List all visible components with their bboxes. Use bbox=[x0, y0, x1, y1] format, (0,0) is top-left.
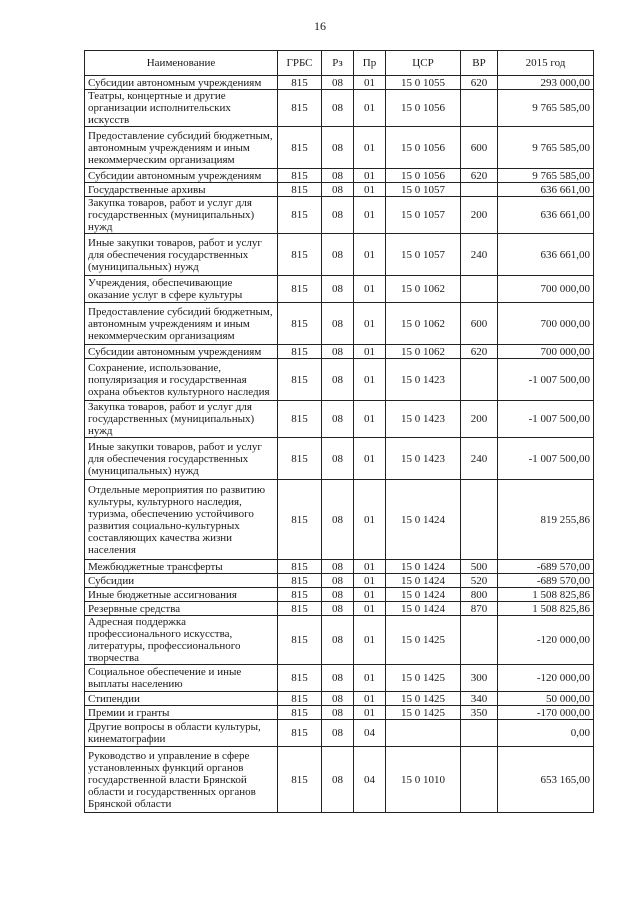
table-row bbox=[85, 480, 594, 560]
cell-rz: 08 bbox=[322, 706, 354, 720]
cell-name: Стипендии bbox=[85, 692, 278, 706]
cell-name: Иные закупки товаров, работ и услуг для обеспечения государственных (муниципальных) нужд bbox=[85, 438, 278, 480]
table-row bbox=[85, 692, 594, 706]
table-row bbox=[85, 127, 594, 169]
cell-pr: 01 bbox=[354, 169, 386, 183]
cell-vr: 620 bbox=[461, 169, 498, 183]
table-row bbox=[85, 616, 594, 665]
table-row bbox=[85, 359, 594, 401]
cell-rz: 08 bbox=[322, 720, 354, 747]
cell-name: Другие вопросы в области культуры, кинематографии bbox=[85, 720, 278, 747]
cell-csr: 15 0 1425 bbox=[386, 616, 461, 665]
cell-rz: 08 bbox=[322, 197, 354, 234]
cell-name: Субсидии автономным учреждениям bbox=[85, 345, 278, 359]
cell-amount: -120 000,00 bbox=[498, 665, 594, 692]
table-row bbox=[85, 90, 594, 127]
cell-pr: 04 bbox=[354, 747, 386, 813]
cell-grbs: 815 bbox=[278, 574, 322, 588]
cell-grbs: 815 bbox=[278, 303, 322, 345]
cell-pr: 01 bbox=[354, 480, 386, 560]
table-row bbox=[85, 76, 594, 90]
table-row bbox=[85, 574, 594, 588]
cell-csr: 15 0 1425 bbox=[386, 706, 461, 720]
cell-pr: 01 bbox=[354, 303, 386, 345]
cell-pr: 01 bbox=[354, 692, 386, 706]
table-row bbox=[85, 588, 594, 602]
cell-grbs: 815 bbox=[278, 197, 322, 234]
cell-csr: 15 0 1423 bbox=[386, 401, 461, 438]
cell-rz: 08 bbox=[322, 234, 354, 276]
cell-name: Учреждения, обеспечивающие оказание услуг в сфере культуры bbox=[85, 276, 278, 303]
table-row bbox=[85, 234, 594, 276]
cell-pr: 01 bbox=[354, 616, 386, 665]
cell-pr: 01 bbox=[354, 76, 386, 90]
cell-amount: 636 661,00 bbox=[498, 183, 594, 197]
table-row bbox=[85, 706, 594, 720]
cell-vr bbox=[461, 480, 498, 560]
table-row bbox=[85, 438, 594, 480]
cell-name: Руководство и управление в сфере установленных функций органов государственной власти Брянской области и государственных органов Брянской области bbox=[85, 747, 278, 813]
cell-pr: 01 bbox=[354, 197, 386, 234]
cell-csr: 15 0 1425 bbox=[386, 665, 461, 692]
cell-pr: 01 bbox=[354, 183, 386, 197]
cell-pr: 01 bbox=[354, 665, 386, 692]
cell-pr: 01 bbox=[354, 438, 386, 480]
cell-pr: 01 bbox=[354, 359, 386, 401]
cell-vr: 240 bbox=[461, 438, 498, 480]
table-row bbox=[85, 747, 594, 813]
cell-pr: 01 bbox=[354, 574, 386, 588]
cell-amount: 819 255,86 bbox=[498, 480, 594, 560]
cell-rz: 08 bbox=[322, 169, 354, 183]
cell-csr: 15 0 1055 bbox=[386, 76, 461, 90]
cell-vr bbox=[461, 90, 498, 127]
cell-vr bbox=[461, 276, 498, 303]
cell-vr: 600 bbox=[461, 303, 498, 345]
cell-vr: 870 bbox=[461, 602, 498, 616]
cell-name: Социальное обеспечение и иные выплаты населению bbox=[85, 665, 278, 692]
cell-vr: 500 bbox=[461, 560, 498, 574]
cell-vr: 300 bbox=[461, 665, 498, 692]
header-vr: ВР bbox=[461, 51, 498, 76]
cell-pr: 01 bbox=[354, 127, 386, 169]
cell-vr bbox=[461, 720, 498, 747]
cell-rz: 08 bbox=[322, 665, 354, 692]
table-row bbox=[85, 197, 594, 234]
cell-amount: 9 765 585,00 bbox=[498, 90, 594, 127]
cell-vr: 200 bbox=[461, 401, 498, 438]
cell-grbs: 815 bbox=[278, 345, 322, 359]
cell-amount: 1 508 825,86 bbox=[498, 602, 594, 616]
header-name: Наименование bbox=[85, 51, 278, 76]
cell-grbs: 815 bbox=[278, 560, 322, 574]
cell-amount: 293 000,00 bbox=[498, 76, 594, 90]
cell-vr: 340 bbox=[461, 692, 498, 706]
cell-vr: 620 bbox=[461, 76, 498, 90]
cell-rz: 08 bbox=[322, 480, 354, 560]
header-amount: 2015 год bbox=[498, 51, 594, 76]
cell-csr: 15 0 1425 bbox=[386, 692, 461, 706]
budget-table bbox=[84, 50, 594, 813]
cell-name: Государственные архивы bbox=[85, 183, 278, 197]
cell-grbs: 815 bbox=[278, 127, 322, 169]
cell-name: Адресная поддержка профессионального искусства, литературы, профессионального творчества bbox=[85, 616, 278, 665]
cell-grbs: 815 bbox=[278, 90, 322, 127]
cell-amount: -1 007 500,00 bbox=[498, 401, 594, 438]
cell-name: Субсидии автономным учреждениям bbox=[85, 169, 278, 183]
cell-csr: 15 0 1056 bbox=[386, 127, 461, 169]
cell-grbs: 815 bbox=[278, 359, 322, 401]
cell-name: Межбюджетные трансферты bbox=[85, 560, 278, 574]
cell-vr: 800 bbox=[461, 588, 498, 602]
cell-vr bbox=[461, 616, 498, 665]
cell-vr bbox=[461, 747, 498, 813]
cell-grbs: 815 bbox=[278, 169, 322, 183]
cell-amount: 1 508 825,86 bbox=[498, 588, 594, 602]
cell-csr: 15 0 1056 bbox=[386, 90, 461, 127]
cell-name: Предоставление субсидий бюджетным, автономным учреждениям и иным некоммерческим организациям bbox=[85, 303, 278, 345]
cell-rz: 08 bbox=[322, 276, 354, 303]
cell-name: Субсидии автономным учреждениям bbox=[85, 76, 278, 90]
cell-name: Закупка товаров, работ и услуг для государственных (муниципальных) нужд bbox=[85, 401, 278, 438]
cell-amount: 700 000,00 bbox=[498, 345, 594, 359]
table-row bbox=[85, 169, 594, 183]
cell-csr: 15 0 1423 bbox=[386, 359, 461, 401]
cell-pr: 01 bbox=[354, 602, 386, 616]
cell-csr: 15 0 1424 bbox=[386, 480, 461, 560]
cell-csr: 15 0 1423 bbox=[386, 438, 461, 480]
cell-rz: 08 bbox=[322, 303, 354, 345]
cell-amount: -689 570,00 bbox=[498, 560, 594, 574]
cell-rz: 08 bbox=[322, 602, 354, 616]
cell-name: Резервные средства bbox=[85, 602, 278, 616]
cell-amount: -120 000,00 bbox=[498, 616, 594, 665]
cell-csr: 15 0 1424 bbox=[386, 560, 461, 574]
cell-grbs: 815 bbox=[278, 616, 322, 665]
cell-csr: 15 0 1424 bbox=[386, 588, 461, 602]
cell-grbs: 815 bbox=[278, 401, 322, 438]
cell-grbs: 815 bbox=[278, 183, 322, 197]
cell-grbs: 815 bbox=[278, 234, 322, 276]
cell-rz: 08 bbox=[322, 616, 354, 665]
cell-rz: 08 bbox=[322, 692, 354, 706]
table-row bbox=[85, 720, 594, 747]
cell-csr: 15 0 1056 bbox=[386, 169, 461, 183]
cell-name: Иные закупки товаров, работ и услуг для обеспечения государственных (муниципальных) нужд bbox=[85, 234, 278, 276]
cell-amount: 9 765 585,00 bbox=[498, 169, 594, 183]
table-row bbox=[85, 183, 594, 197]
cell-csr: 15 0 1057 bbox=[386, 183, 461, 197]
cell-grbs: 815 bbox=[278, 706, 322, 720]
cell-name: Субсидии bbox=[85, 574, 278, 588]
cell-name: Премии и гранты bbox=[85, 706, 278, 720]
cell-grbs: 815 bbox=[278, 76, 322, 90]
header-pr: Пр bbox=[354, 51, 386, 76]
cell-amount: 653 165,00 bbox=[498, 747, 594, 813]
cell-rz: 08 bbox=[322, 183, 354, 197]
cell-amount: -689 570,00 bbox=[498, 574, 594, 588]
header-rz: Рз bbox=[322, 51, 354, 76]
cell-grbs: 815 bbox=[278, 438, 322, 480]
cell-csr: 15 0 1057 bbox=[386, 197, 461, 234]
cell-csr: 15 0 1424 bbox=[386, 574, 461, 588]
cell-vr: 520 bbox=[461, 574, 498, 588]
cell-name: Закупка товаров, работ и услуг для государственных (муниципальных) нужд bbox=[85, 197, 278, 234]
cell-rz: 08 bbox=[322, 747, 354, 813]
cell-amount: 9 765 585,00 bbox=[498, 127, 594, 169]
cell-amount: 636 661,00 bbox=[498, 197, 594, 234]
cell-rz: 08 bbox=[322, 359, 354, 401]
cell-csr: 15 0 1010 bbox=[386, 747, 461, 813]
cell-vr bbox=[461, 183, 498, 197]
cell-rz: 08 bbox=[322, 90, 354, 127]
cell-vr: 200 bbox=[461, 197, 498, 234]
cell-amount: 700 000,00 bbox=[498, 303, 594, 345]
cell-vr: 600 bbox=[461, 127, 498, 169]
cell-grbs: 815 bbox=[278, 480, 322, 560]
cell-csr: 15 0 1062 bbox=[386, 276, 461, 303]
table-row bbox=[85, 303, 594, 345]
cell-pr: 01 bbox=[354, 276, 386, 303]
cell-csr: 15 0 1062 bbox=[386, 345, 461, 359]
table-row bbox=[85, 276, 594, 303]
cell-name: Иные бюджетные ассигнования bbox=[85, 588, 278, 602]
cell-amount: 50 000,00 bbox=[498, 692, 594, 706]
cell-pr: 01 bbox=[354, 234, 386, 276]
cell-amount: -170 000,00 bbox=[498, 706, 594, 720]
table-row bbox=[85, 602, 594, 616]
cell-grbs: 815 bbox=[278, 602, 322, 616]
cell-name: Отдельные мероприятия по развитию культуры, культурного наследия, туризма, обеспечению устойчивого развития социально-культурных составляющих качества жизни населения bbox=[85, 480, 278, 560]
cell-vr: 350 bbox=[461, 706, 498, 720]
cell-vr: 620 bbox=[461, 345, 498, 359]
table-body bbox=[85, 76, 594, 813]
table-row bbox=[85, 665, 594, 692]
cell-rz: 08 bbox=[322, 438, 354, 480]
cell-vr bbox=[461, 359, 498, 401]
cell-csr: 15 0 1057 bbox=[386, 234, 461, 276]
header-csr: ЦСР bbox=[386, 51, 461, 76]
table-row bbox=[85, 560, 594, 574]
cell-amount: 700 000,00 bbox=[498, 276, 594, 303]
cell-name: Предоставление субсидий бюджетным, автономным учреждениям и иным некоммерческим организациям bbox=[85, 127, 278, 169]
cell-rz: 08 bbox=[322, 76, 354, 90]
cell-pr: 01 bbox=[354, 401, 386, 438]
cell-grbs: 815 bbox=[278, 665, 322, 692]
cell-rz: 08 bbox=[322, 401, 354, 438]
cell-vr: 240 bbox=[461, 234, 498, 276]
cell-rz: 08 bbox=[322, 560, 354, 574]
cell-grbs: 815 bbox=[278, 720, 322, 747]
cell-csr: 15 0 1424 bbox=[386, 602, 461, 616]
cell-amount: 0,00 bbox=[498, 720, 594, 747]
cell-grbs: 815 bbox=[278, 692, 322, 706]
table-row bbox=[85, 345, 594, 359]
cell-rz: 08 bbox=[322, 574, 354, 588]
cell-grbs: 815 bbox=[278, 588, 322, 602]
cell-rz: 08 bbox=[322, 588, 354, 602]
cell-pr: 01 bbox=[354, 706, 386, 720]
cell-pr: 01 bbox=[354, 90, 386, 127]
cell-amount: -1 007 500,00 bbox=[498, 359, 594, 401]
cell-pr: 01 bbox=[354, 560, 386, 574]
cell-name: Сохранение, использование, популяризация и государственная охрана объектов культурного наследия bbox=[85, 359, 278, 401]
cell-grbs: 815 bbox=[278, 747, 322, 813]
header-row bbox=[85, 51, 594, 76]
cell-amount: -1 007 500,00 bbox=[498, 438, 594, 480]
cell-pr: 01 bbox=[354, 588, 386, 602]
cell-pr: 04 bbox=[354, 720, 386, 747]
cell-rz: 08 bbox=[322, 345, 354, 359]
cell-grbs: 815 bbox=[278, 276, 322, 303]
cell-csr: 15 0 1062 bbox=[386, 303, 461, 345]
cell-csr bbox=[386, 720, 461, 747]
cell-pr: 01 bbox=[354, 345, 386, 359]
cell-amount: 636 661,00 bbox=[498, 234, 594, 276]
cell-name: Театры, концертные и другие организации исполнительских искусств bbox=[85, 90, 278, 127]
header-grbs: ГРБС bbox=[278, 51, 322, 76]
cell-rz: 08 bbox=[322, 127, 354, 169]
table-row bbox=[85, 401, 594, 438]
page-number: 16 bbox=[314, 19, 326, 33]
